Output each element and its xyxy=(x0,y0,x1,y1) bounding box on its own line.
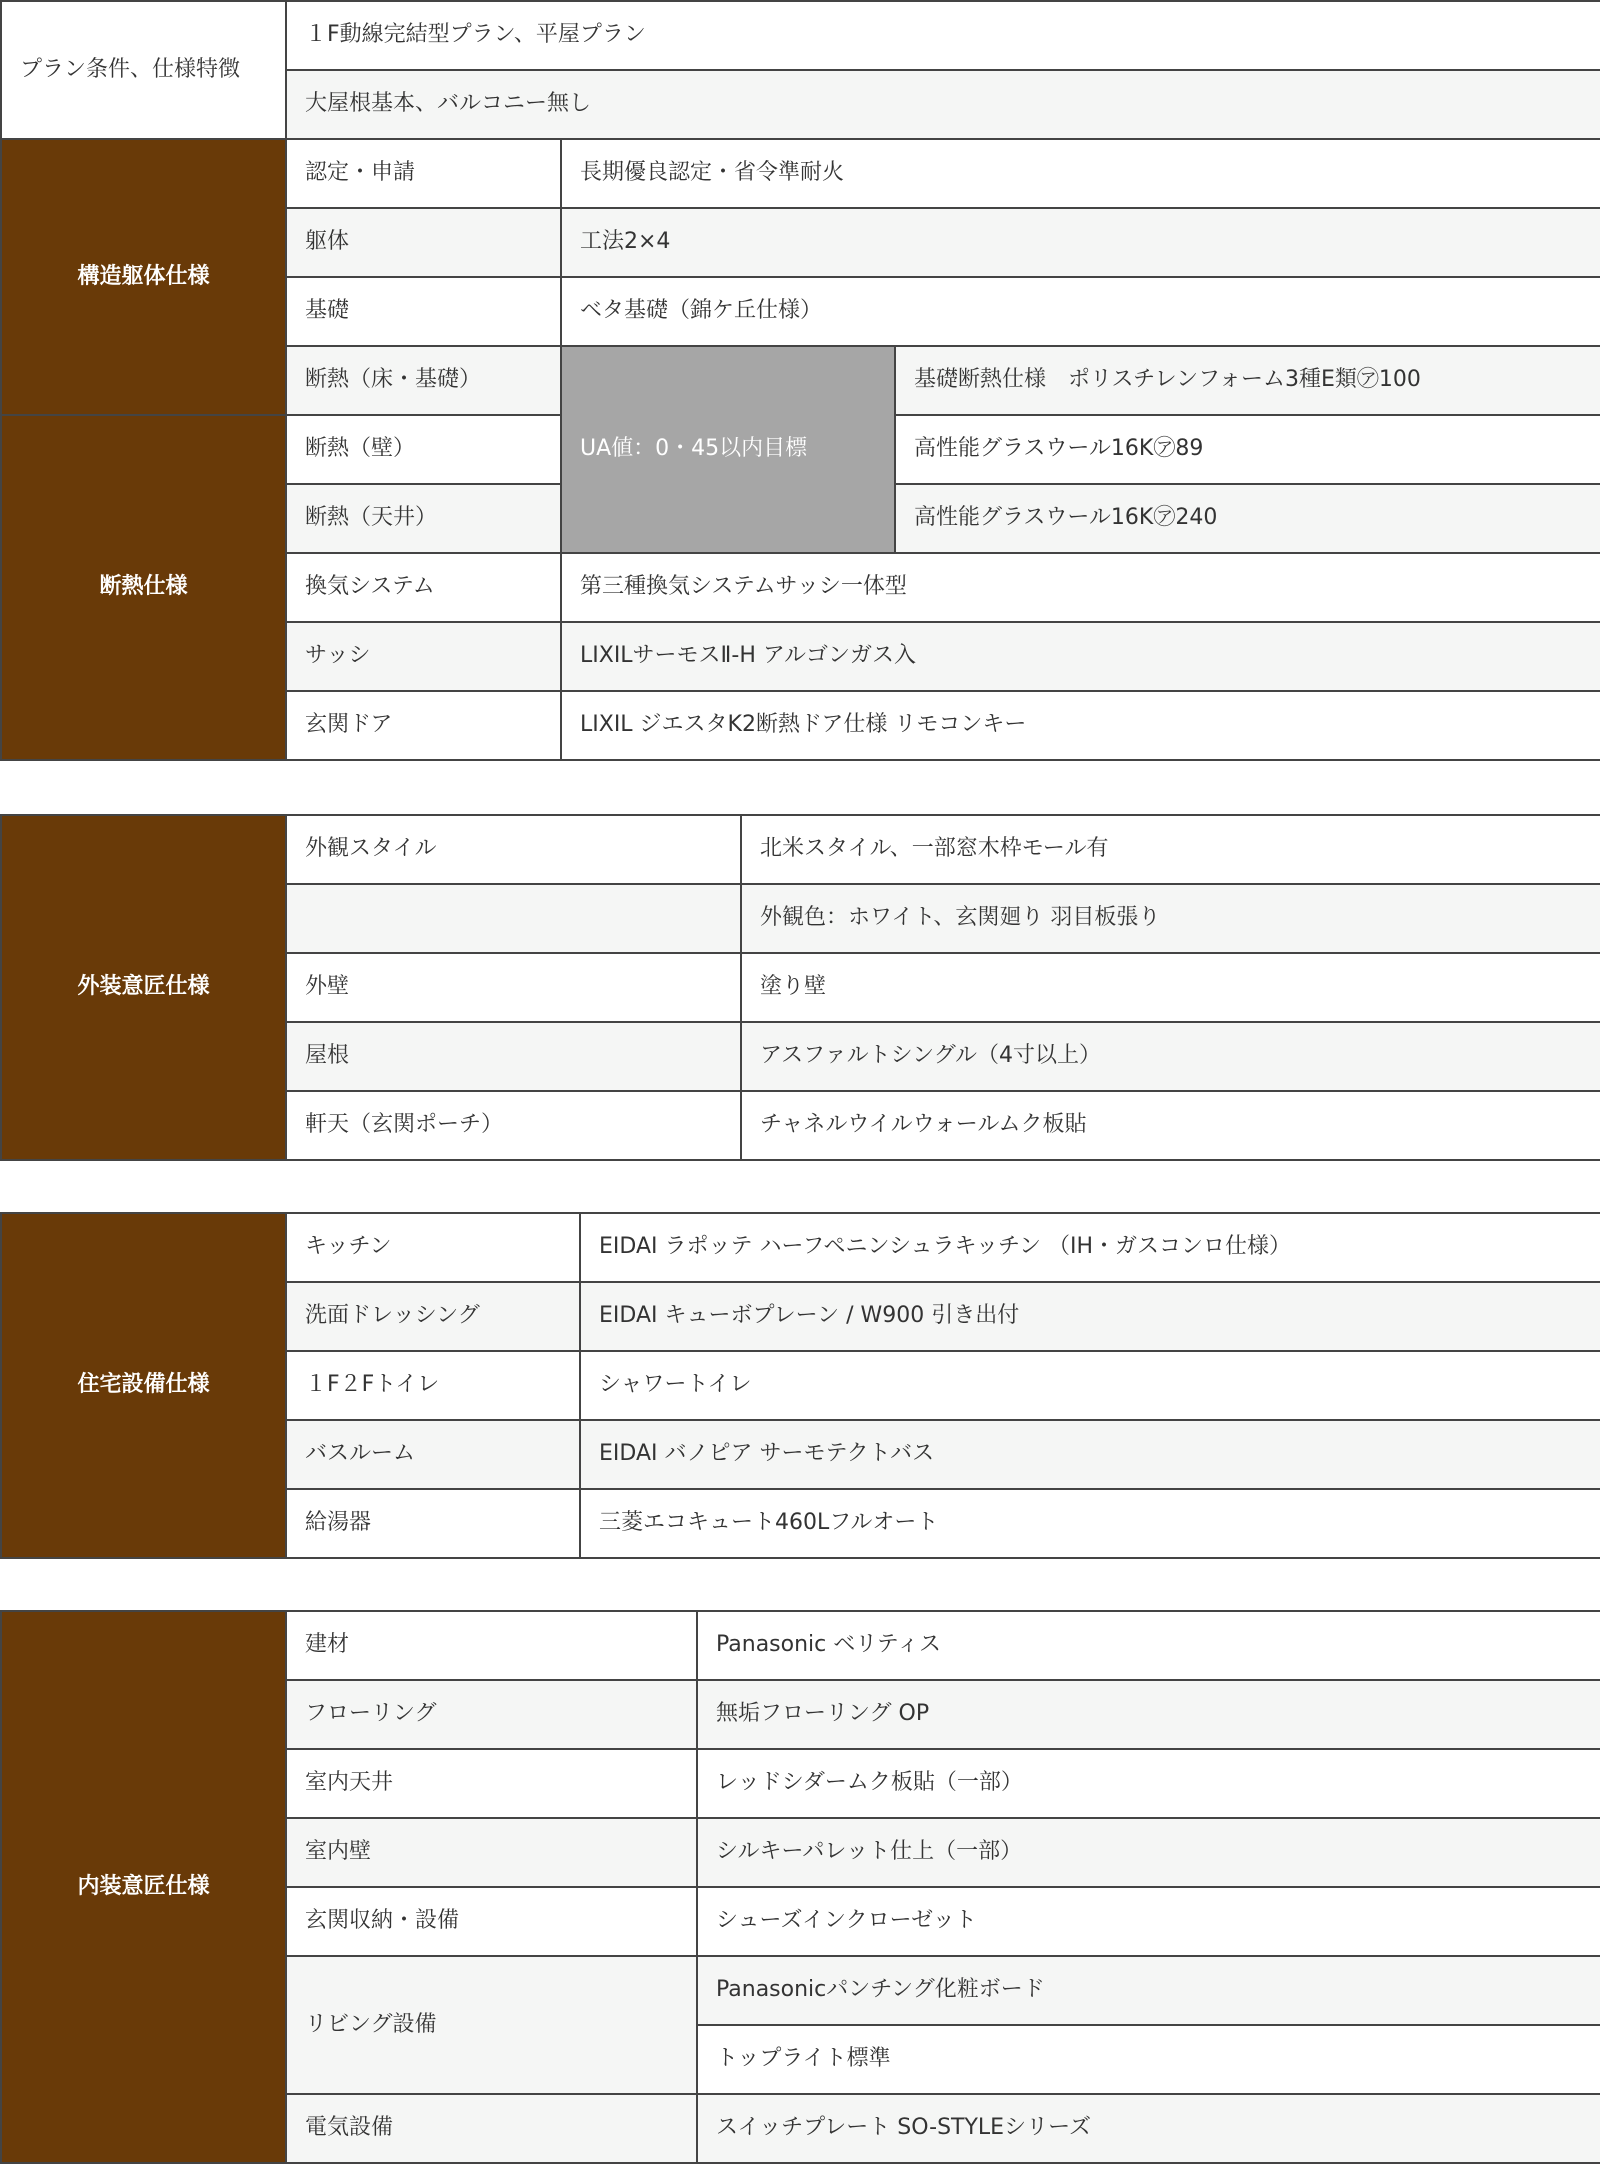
spec-value: トップライト標準 xyxy=(697,2025,1600,2094)
structure-spec-table xyxy=(0,0,1600,761)
spec-value: シャワートイレ xyxy=(580,1351,1600,1420)
spec-value: アスファルトシングル（4寸以上） xyxy=(741,1022,1600,1091)
spec-value: チャネルウイルウォールムク板貼 xyxy=(741,1091,1600,1160)
spec-label: 躯体 xyxy=(286,208,561,277)
spec-value: 基礎断熱仕様 ポリスチレンフォーム3種E類㋐100 xyxy=(895,346,1600,415)
spec-value: 北米スタイル、一部窓木枠モール有 xyxy=(741,815,1600,884)
spec-value: 第三種換気システムサッシ一体型 xyxy=(561,553,1600,622)
spec-label: 軒天（玄関ポーチ） xyxy=(286,1091,741,1160)
spec-label: 室内天井 xyxy=(286,1749,697,1818)
spec-value: シューズインクローゼット xyxy=(697,1887,1600,1956)
equipment-spec-table xyxy=(0,1212,1600,1559)
spec-value: 無垢フローリング OP xyxy=(697,1680,1600,1749)
spec-value: レッドシダームク板貼（一部） xyxy=(697,1749,1600,1818)
spec-label: １F２Fトイレ xyxy=(286,1351,580,1420)
spec-label: 給湯器 xyxy=(286,1489,580,1558)
spec-value: スイッチプレート SO-STYLEシリーズ xyxy=(697,2094,1600,2163)
spec-value: シルキーパレット仕上（一部） xyxy=(697,1818,1600,1887)
spec-value: ベタ基礎（錦ケ丘仕様） xyxy=(561,277,1600,346)
spec-label: バスルーム xyxy=(286,1420,580,1489)
spec-label: 認定・申請 xyxy=(286,139,561,208)
spec-value: 三菱エコキュート460Lフルオート xyxy=(580,1489,1600,1558)
spec-label: 基礎 xyxy=(286,277,561,346)
spec-value: LIXILサーモスⅡ-H アルゴンガス入 xyxy=(561,622,1600,691)
spec-value: 高性能グラスウール16K㋐89 xyxy=(895,415,1600,484)
category-insulation: 断熱仕様 xyxy=(1,415,286,760)
spec-value: 長期優良認定・省令準耐火 xyxy=(561,139,1600,208)
spec-value: 工法2×4 xyxy=(561,208,1600,277)
spec-value: 外観色：ホワイト、玄関廻り 羽目板張り xyxy=(741,884,1600,953)
spec-value: EIDAI バノピア サーモテクトバス xyxy=(580,1420,1600,1489)
spec-label: 室内壁 xyxy=(286,1818,697,1887)
spec-label: サッシ xyxy=(286,622,561,691)
spec-label xyxy=(286,884,741,953)
spec-value: Panasonicパンチング化粧ボード xyxy=(697,1956,1600,2025)
spec-value: 高性能グラスウール16K㋐240 xyxy=(895,484,1600,553)
spec-label: 外観スタイル xyxy=(286,815,741,884)
plan-conditions-label: プラン条件、仕様特徴 xyxy=(1,1,286,139)
plan-value: １F動線完結型プラン、平屋プラン xyxy=(286,1,1600,70)
spec-label: 断熱（壁） xyxy=(286,415,561,484)
category-structure: 構造躯体仕様 xyxy=(1,139,286,415)
spec-label: 断熱（天井） xyxy=(286,484,561,553)
spec-value: Panasonic ベリティス xyxy=(697,1611,1600,1680)
spec-label: 外壁 xyxy=(286,953,741,1022)
spec-label: 玄関ドア xyxy=(286,691,561,760)
category-exterior: 外装意匠仕様 xyxy=(1,815,286,1160)
spec-label: 玄関収納・設備 xyxy=(286,1887,697,1956)
spec-value: EIDAI キューボプレーン / W900 引き出付 xyxy=(580,1282,1600,1351)
spec-label: フローリング xyxy=(286,1680,697,1749)
category-interior: 内装意匠仕様 xyxy=(1,1611,286,2163)
category-equipment: 住宅設備仕様 xyxy=(1,1213,286,1558)
spec-label: 断熱（床・基礎） xyxy=(286,346,561,415)
spec-value: LIXIL ジエスタK2断熱ドア仕様 リモコンキー xyxy=(561,691,1600,760)
spec-value: 塗り壁 xyxy=(741,953,1600,1022)
spec-label: 換気システム xyxy=(286,553,561,622)
ua-value-cell: UA値：0・45以内目標 xyxy=(561,346,895,553)
plan-value: 大屋根基本、バルコニー無し xyxy=(286,70,1600,139)
interior-spec-table xyxy=(0,1610,1600,2164)
spec-label: 屋根 xyxy=(286,1022,741,1091)
spec-label: リビング設備 xyxy=(286,1956,697,2094)
spec-label: 洗面ドレッシング xyxy=(286,1282,580,1351)
spec-value: EIDAI ラポッテ ハーフペニンシュラキッチン （IH・ガスコンロ仕様） xyxy=(580,1213,1600,1282)
spec-label: キッチン xyxy=(286,1213,580,1282)
exterior-spec-table xyxy=(0,814,1600,1161)
spec-label: 建材 xyxy=(286,1611,697,1680)
spec-label: 電気設備 xyxy=(286,2094,697,2163)
